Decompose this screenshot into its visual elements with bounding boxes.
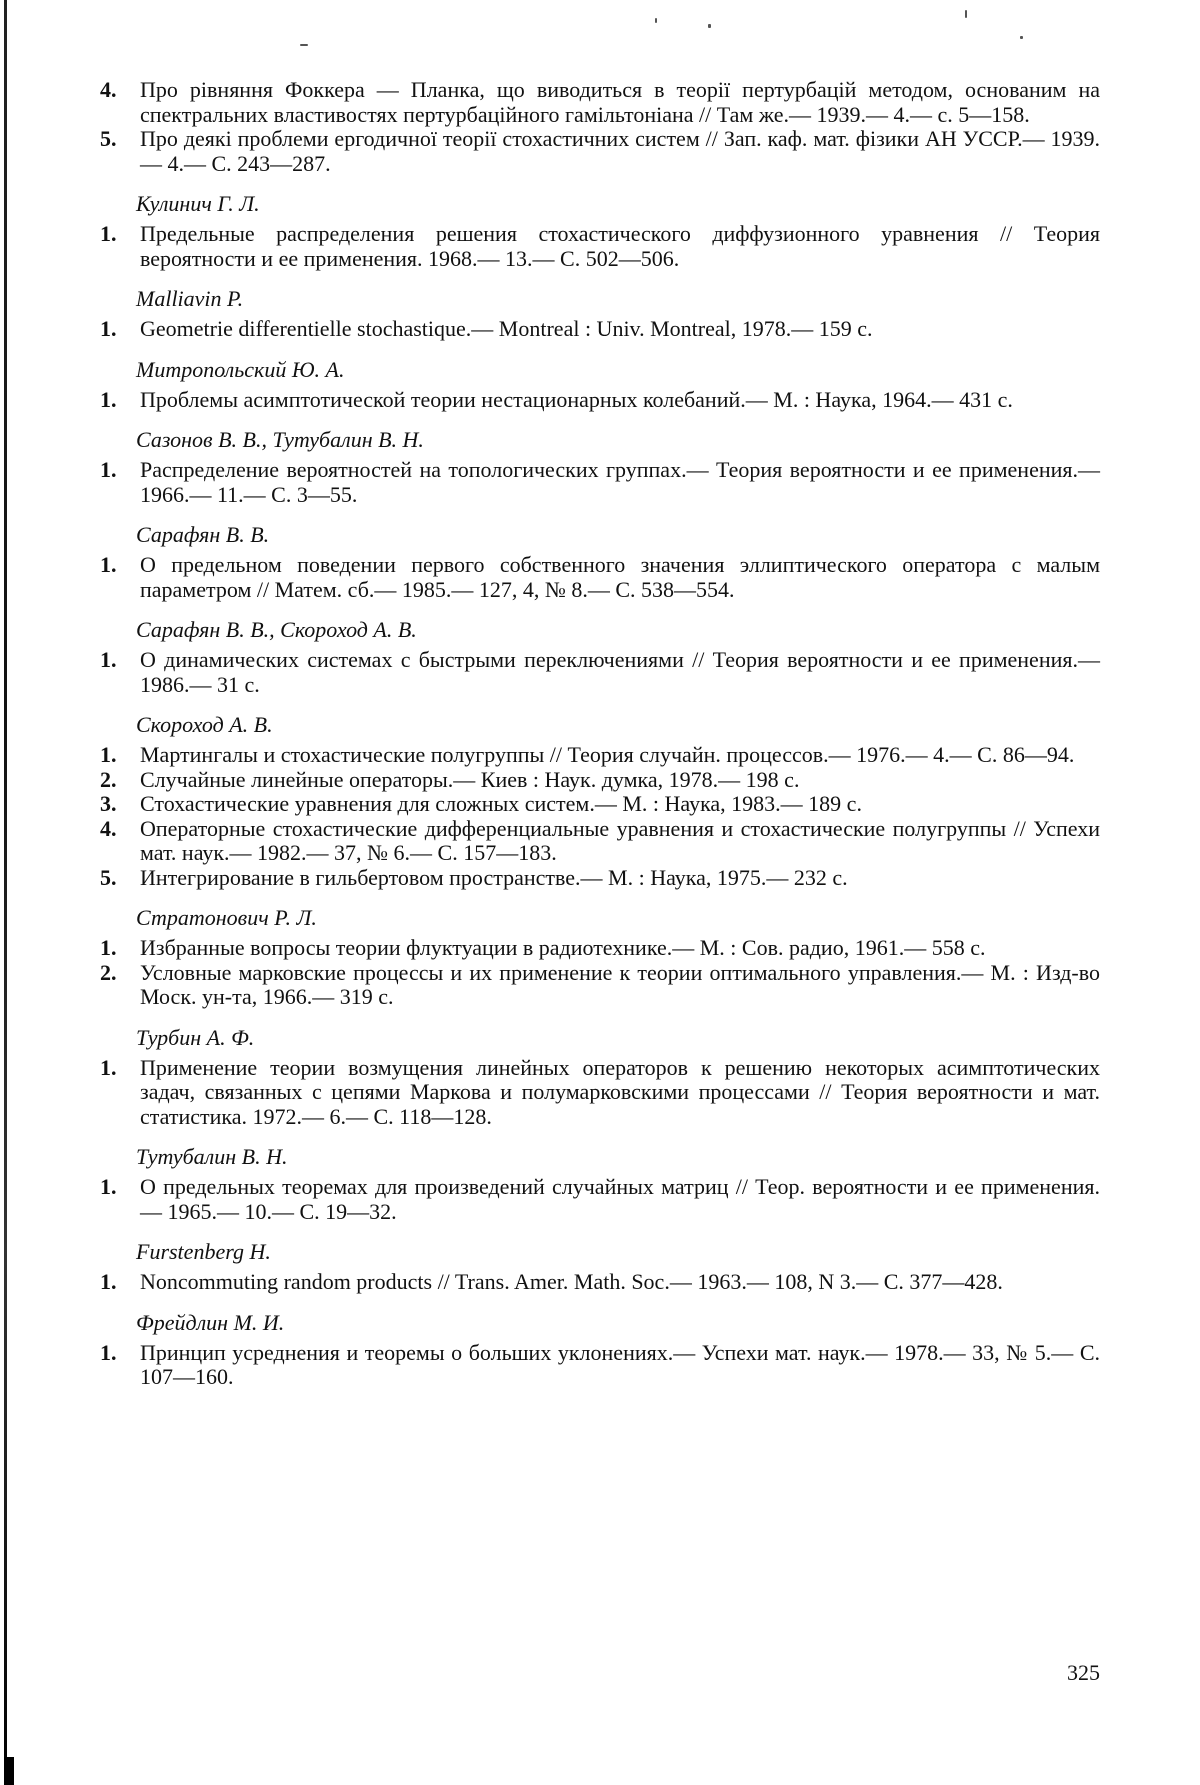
entry-text: Случайные линейные операторы.— Киев : Наук. думка, 1978.— 198 с. [140, 766, 800, 792]
reference-group [100, 617, 1100, 697]
reference-entry [100, 1270, 1100, 1295]
entry-text: Про деякі проблеми ергодичної теорії стохастичних систем // Зап. каф. мат. фізики АН УССР.— 1939.— 4.— С. 243—287. [140, 126, 1100, 176]
entry-text: Проблемы асимптотической теории нестационарных колебаний.— М. : Наука, 1964.— 431 с. [140, 386, 1013, 412]
author-heading: Malliavin P. [136, 286, 244, 311]
reference-entry [100, 817, 1100, 866]
entry-number: 1. [100, 935, 117, 960]
entry-number: 1. [100, 742, 117, 767]
reference-entry [100, 458, 1100, 507]
author-heading: Тутубалин В. Н. [136, 1144, 288, 1169]
scan-edge [4, 0, 7, 1785]
author-heading: Фрейдлин М. И. [136, 1309, 285, 1335]
entry-text: Мартингалы и стохастические полугруппы // Теория случайн. процессов.— 1976.— 4.— С. 86—94. [140, 742, 1075, 767]
entry-text: Предельные распределения решения стохастического диффузионного уравнения // Теория вероятности и ее применения. 1968.— 13.— С. 502—506. [140, 221, 1100, 271]
entry-text: О предельном поведении первого собственного значения эллиптического оператора с малым параметром // Матем. сб.— 1985.— 127, 4, № 8.— С. 538—554. [140, 552, 1100, 602]
entry-text: Условные марковские процессы и их применение к теории оптимального управления.— М. : Изд-во Моск. ун-та, 1966.— 319 с. [140, 959, 1100, 1009]
reference-group [100, 1144, 1100, 1224]
entry-number: 1. [100, 647, 117, 672]
reference-entry [100, 961, 1100, 1010]
entry-number: 1. [100, 457, 117, 482]
reference-group [100, 1025, 1100, 1130]
author-heading: Кулинич Г. Л. [136, 191, 260, 216]
entry-text: Интегрирование в гильбертовом пространстве.— М. : Наука, 1975.— 232 с. [140, 864, 848, 890]
entry-number: 1. [100, 221, 117, 246]
entry-number: 2. [100, 766, 117, 792]
entry-text: Принцип усреднения и теоремы о больших уклонениях.— Успехи мат. наук.— 1978.— 33, № 5.— С. 107—160. [140, 1339, 1100, 1389]
scan-speck [300, 44, 308, 46]
reference-group [100, 712, 1100, 890]
reference-entry [100, 388, 1100, 413]
entry-text: Избранные вопросы теории флуктуации в радиотехнике.— М. : Сов. радио, 1961.— 558 с. [140, 935, 986, 960]
reference-group [100, 1310, 1100, 1390]
scan-speck [1020, 36, 1023, 39]
entry-text: Стохастические уравнения для сложных систем.— М. : Наука, 1983.— 189 с. [140, 791, 862, 816]
entry-number: 5. [100, 864, 117, 890]
reference-entry [100, 127, 1100, 176]
reference-group [100, 1239, 1100, 1295]
entry-text: Операторные стохастические дифференциальные уравнения и стохастические полугруппы // Успехи мат. наук.— 1982.— 37, № 6.— С. 157—183. [140, 815, 1100, 865]
reference-entry [100, 768, 1100, 793]
bibliography-page [100, 78, 1100, 1390]
entry-number: 1. [100, 386, 117, 412]
entry-number: 1. [100, 1174, 117, 1199]
reference-group [100, 522, 1100, 602]
reference-group [100, 286, 1100, 342]
reference-entry [100, 1056, 1100, 1130]
author-heading: Турбин А. Ф. [136, 1024, 255, 1050]
reference-entry [100, 743, 1100, 768]
reference-entry [100, 317, 1100, 342]
reference-entry [100, 1341, 1100, 1390]
reference-group [100, 905, 1100, 1010]
reference-group [100, 357, 1100, 413]
reference-entry [100, 78, 1100, 127]
entry-number: 3. [100, 791, 117, 816]
author-heading: Сарафян В. В., Скороход А. В. [136, 617, 417, 642]
entry-number: 4. [100, 815, 117, 841]
page-number: 325 [1067, 1660, 1100, 1685]
entry-number: 1. [100, 316, 117, 341]
reference-entry [100, 866, 1100, 891]
entry-text: Geometrie differentielle stochastique.— Montreal : Univ. Montreal, 1978.— 159 с. [140, 316, 873, 341]
reference-entry [100, 1175, 1100, 1224]
scan-speck [655, 18, 657, 23]
entry-number: 1. [100, 1054, 117, 1080]
reference-group [100, 78, 1100, 176]
author-heading: Сазонов В. В., Тутубалин В. Н. [136, 427, 424, 452]
author-heading: Furstenberg H. [136, 1239, 271, 1264]
entry-text: Noncommuting random products // Trans. Amer. Math. Soc.— 1963.— 108, N 3.— С. 377—428. [140, 1269, 1003, 1294]
entry-text: Распределение вероятностей на топологических группах.— Теория вероятности и ее применения.— 1966.— 11.— С. 3—55. [140, 457, 1100, 507]
entry-number: 2. [100, 959, 117, 985]
entry-text: Применение теории возмущения линейных операторов к решению некоторых асимптотических задач, связанных с цепями Маркова и полумарковскими процессами // Теория вероятности и мат. статистика. 1972.— 6.— С. 118—128. [140, 1054, 1100, 1129]
reference-entry [100, 553, 1100, 602]
reference-entry [100, 648, 1100, 697]
author-heading: Сарафян В. В. [136, 522, 270, 547]
reference-entry [100, 936, 1100, 961]
entry-text: Про рівняння Фоккера — Планка, що виводиться в теорії пертурбацій методом, основаним на спектральних властивостях пертурбаційного гамільтоніана // Там же.— 1939.— 4.— с. 5—158. [140, 77, 1100, 127]
scan-edge-foot [4, 1757, 14, 1785]
reference-group [100, 191, 1100, 271]
scan-speck [965, 10, 967, 18]
author-heading: Стратонович Р. Л. [136, 905, 317, 930]
entry-text: О динамических системах с быстрыми переключениями // Теория вероятности и ее применения.— 1986.— 31 с. [140, 647, 1100, 697]
author-heading: Митропольский Ю. А. [136, 356, 345, 382]
entry-number: 1. [100, 1269, 117, 1294]
reference-entry [100, 222, 1100, 271]
reference-entry [100, 792, 1100, 817]
scan-speck [708, 24, 711, 28]
entry-text: О предельных теоремах для произведений случайных матриц // Теор. вероятности и ее применения.— 1965.— 10.— С. 19—32. [140, 1174, 1100, 1224]
entry-number: 1. [100, 1339, 117, 1365]
entry-number: 5. [100, 126, 117, 151]
reference-group [100, 427, 1100, 507]
author-heading: Скороход А. В. [136, 712, 273, 737]
entry-number: 4. [100, 77, 117, 102]
entry-number: 1. [100, 552, 117, 577]
